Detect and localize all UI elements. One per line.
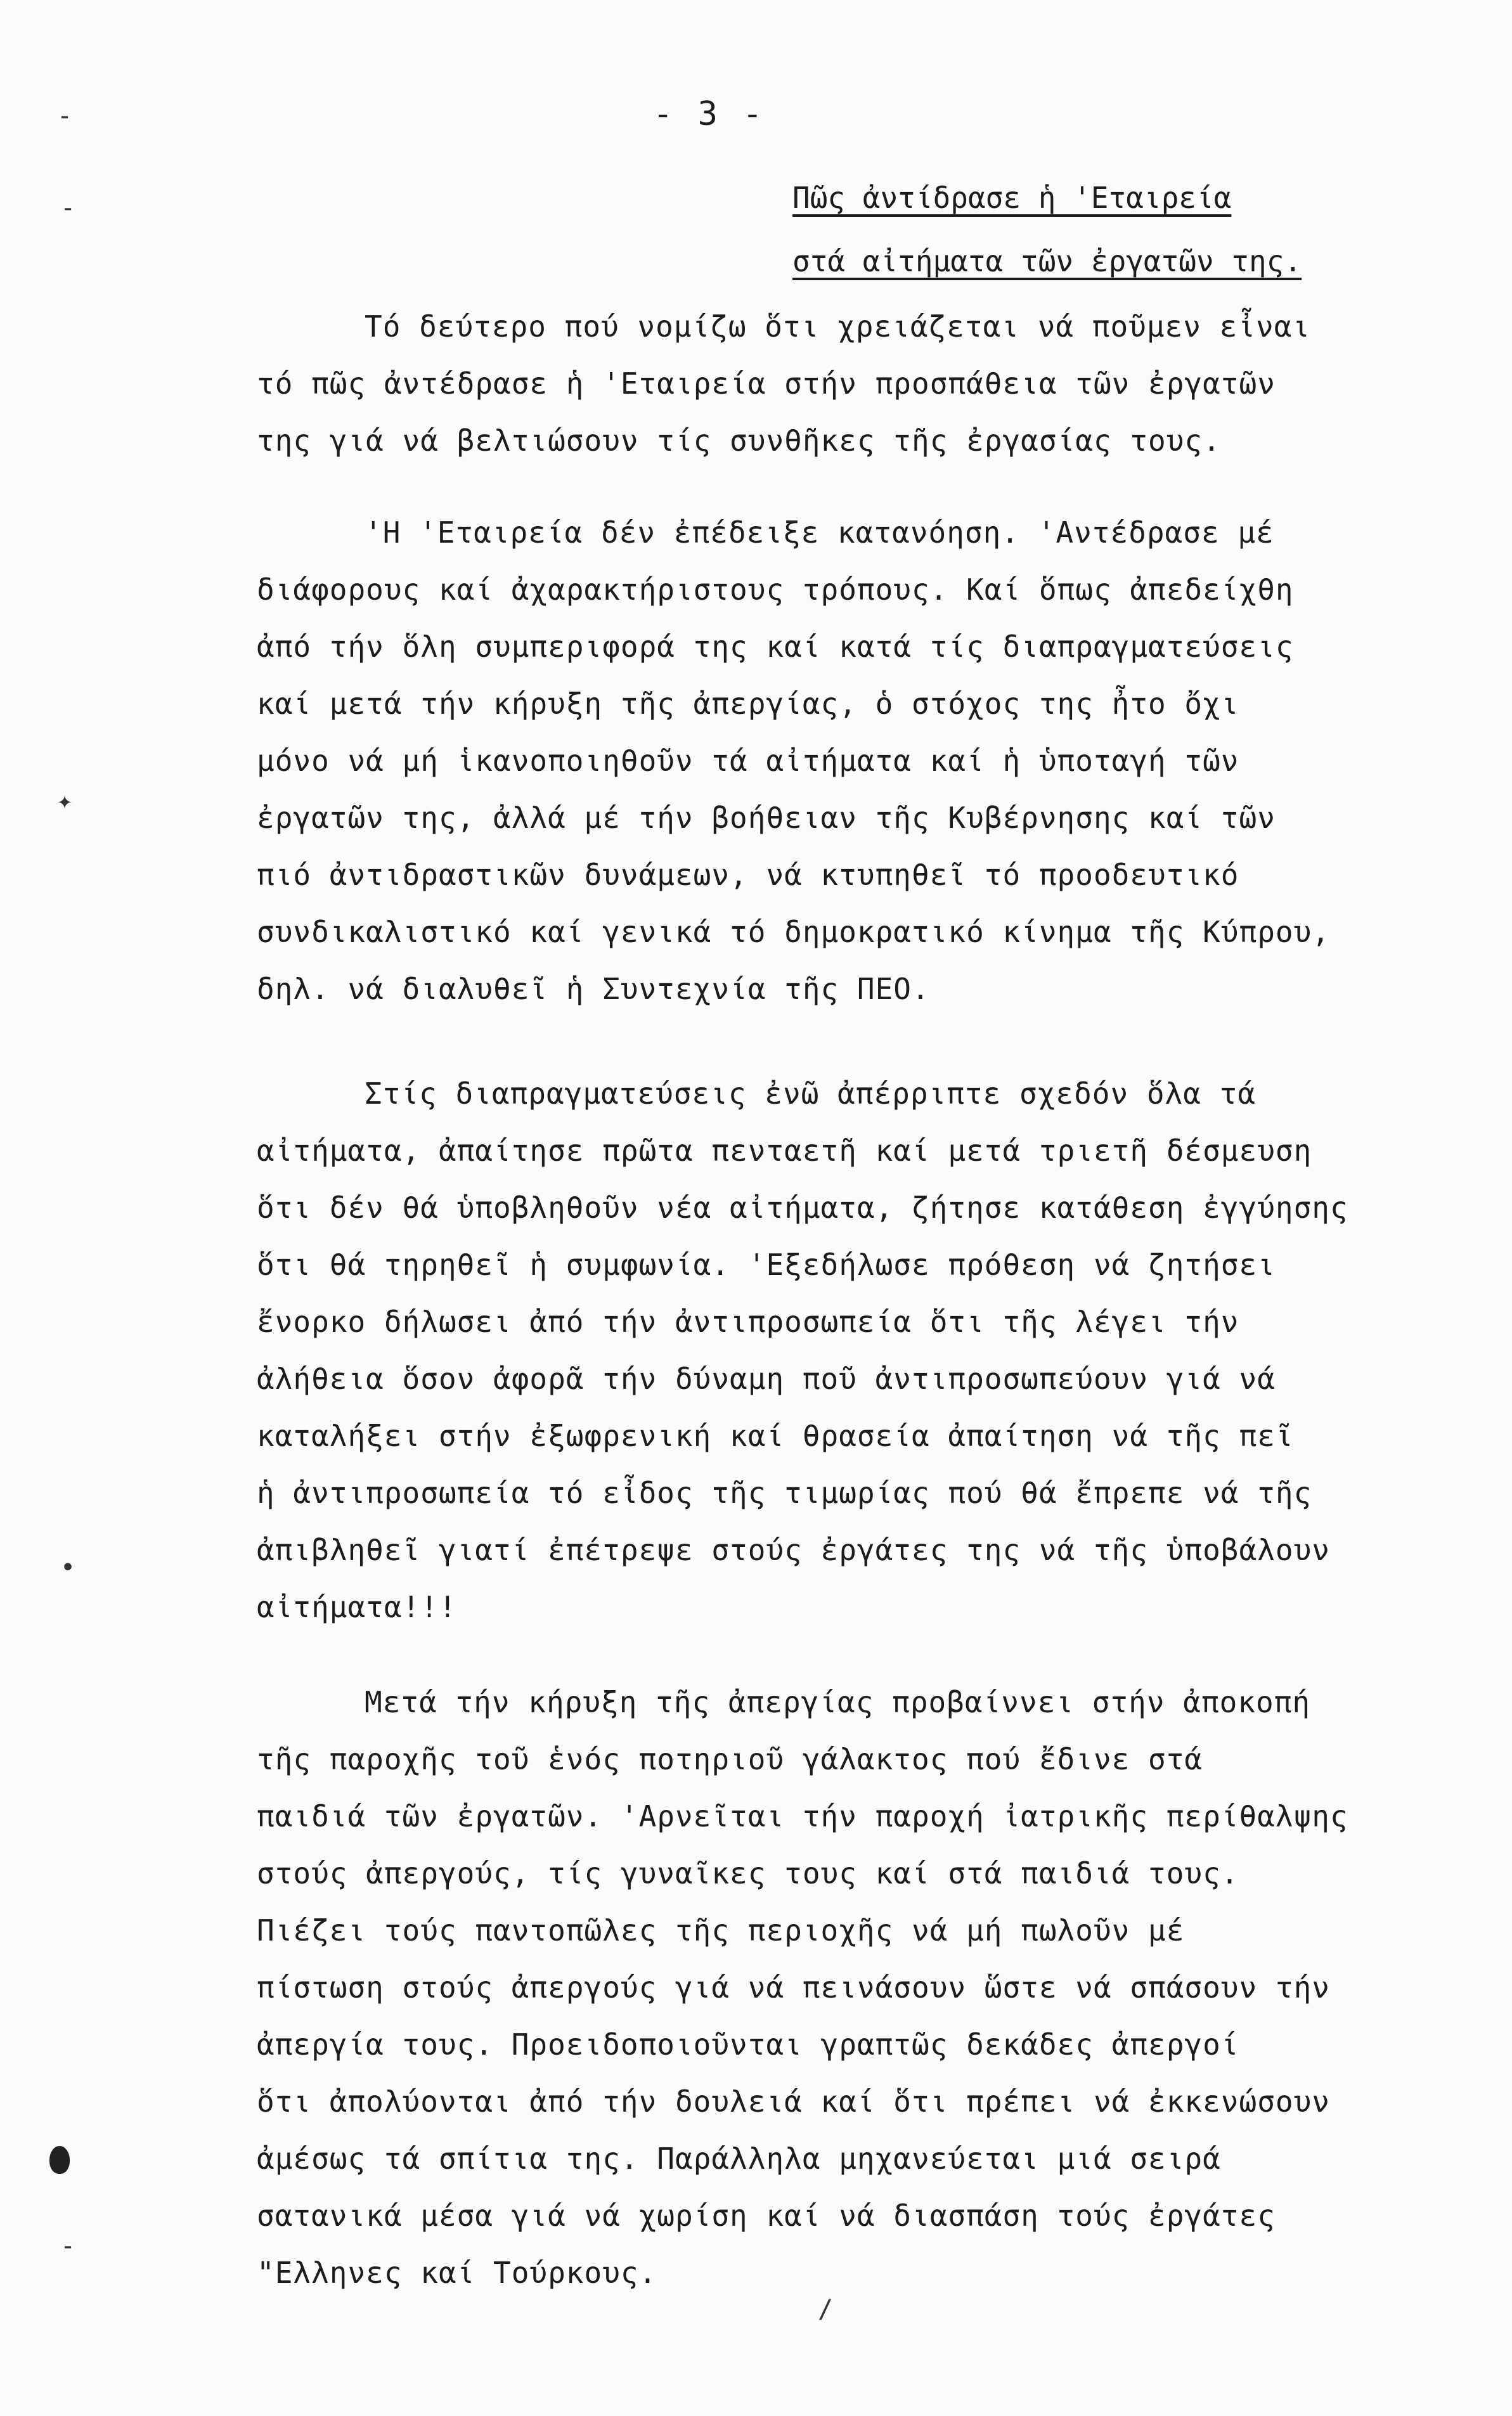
text-line: "Ελληνες καί Τούρκους. [257, 2256, 657, 2290]
text-line: πιό ἀντιδραστικῶν δυνάμεων, νά κτυπηθεῖ τό προοδευτικό [257, 858, 1239, 892]
text-line: ὅτι θά τηρηθεῖ ἡ συμφωνία. 'Εξεδήλωσε πρόθεση νά ζητήσει [257, 1248, 1276, 1282]
margin-mark: - [60, 2232, 76, 2261]
margin-ink-blot [49, 2146, 70, 2174]
text-line: ὅτι δέν θά ὑποβληθοῦν νέα αἰτήματα, ζήτησε κατάθεση ἐγγύησης [257, 1191, 1348, 1225]
text-line: παιδιά τῶν ἐργατῶν. 'Αρνεῖται τήν παροχή ἰατρικῆς περίθαλψης [257, 1799, 1348, 1833]
text-line: Μετά τήν κήρυξη τῆς ἀπεργίας προβαίννει στήν ἀποκοπή [365, 1685, 1311, 1719]
text-line: Στίς διαπραγματεύσεις ἐνῶ ἀπέρριπτε σχεδόν ὅλα τά [365, 1076, 1257, 1111]
text-line: ἀπό τήν ὅλη συμπεριφορά της καί κατά τίς διαπραγματεύσεις [257, 630, 1294, 664]
text-line: μόνο νά μή ἱκανοποιηθοῦν τά αἰτήματα καί ἡ ὑποταγή τῶν [257, 744, 1239, 778]
paragraph-3 [257, 1065, 1398, 1636]
paragraph-4 [257, 1674, 1398, 2301]
page-number: - 3 - [653, 95, 765, 133]
margin-mark: - [57, 101, 73, 131]
text-line: ἀπεργία τους. Προειδοποιοῦνται γραπτῶς δεκάδες ἀπεργοί [257, 2027, 1239, 2062]
paragraph-1 [257, 298, 1398, 469]
text-line: τῆς παροχῆς τοῦ ἑνός ποτηριοῦ γάλακτος πού ἔδινε στά [257, 1742, 1203, 1776]
text-line: καταλήξει στήν ἐξωφρενική καί θρασεία ἀπαίτηση νά τῆς πεῖ [257, 1419, 1294, 1453]
text-line: καί μετά τήν κήρυξη τῆς ἀπεργίας, ὁ στόχος της ἦτο ὄχι [257, 687, 1239, 721]
text-line: της γιά νά βελτιώσουν τίς συνθῆκες τῆς ἐργασίας τους. [257, 423, 1221, 458]
text-line: ἀπιβληθεῖ γιατί ἐπέτρεψε στούς ἐργάτες της νά τῆς ὑποβάλουν [257, 1533, 1330, 1567]
margin-mark: - [60, 193, 76, 223]
section-heading-line-1: Πῶς ἀντίδρασε ἡ 'Εταιρεία [792, 181, 1232, 215]
text-line: ἔνορκο δήλωσει ἀπό τήν ἀντιπροσωπεία ὅτι τῆς λέγει τήν [257, 1305, 1239, 1339]
text-line: δηλ. νά διαλυθεῖ ἡ Συντεχνία τῆς ΠΕΟ. [257, 972, 930, 1006]
text-line: πίστωση στούς ἀπεργούς γιά νά πεινάσουν ὥστε νά σπάσουν τήν [257, 1970, 1330, 2005]
text-line: συνδικαλιστικό καί γενικά τό δημοκρατικό κίνημα τῆς Κύπρου, [257, 915, 1330, 949]
text-line: ἐργατῶν της, ἀλλά μέ τήν βοήθειαν τῆς Κυβέρνησης καί τῶν [257, 801, 1276, 835]
text-line: σατανικά μέσα γιά νά χωρίση καί νά διασπάση τούς ἐργάτες [257, 2199, 1276, 2233]
paragraph-2 [257, 504, 1398, 1017]
text-line: ἀμέσως τά σπίτια της. Παράλληλα μηχανεύεται μιά σειρά [257, 2141, 1221, 2176]
text-line: στούς ἀπεργούς, τίς γυναῖκες τους καί στά παιδιά τους. [257, 1856, 1239, 1890]
margin-mark: ✦ [57, 786, 73, 815]
margin-mark: • [60, 1553, 76, 1582]
text-line: αἰτήματα, ἀπαίτησε πρῶτα πενταετῆ καί μετά τριετῆ δέσμευση [257, 1134, 1312, 1168]
text-line: τό πῶς ἀντέδρασε ἡ 'Εταιρεία στήν προσπάθεια τῶν ἐργατῶν [257, 366, 1276, 401]
section-heading-line-2: στά αἰτήματα τῶν ἐργατῶν της. [792, 244, 1302, 278]
text-line: Πιέζει τούς παντοπῶλες τῆς περιοχῆς νά μή πωλοῦν μέ [257, 1913, 1185, 1948]
margin-mark: / [818, 2295, 834, 2324]
text-line: ἀλήθεια ὅσον ἀφορᾶ τήν δύναμη ποῦ ἀντιπροσωπεύουν γιά νά [257, 1362, 1276, 1396]
text-line: 'Η 'Εταιρεία δέν ἐπέδειξε κατανόηση. 'Αντέδρασε μέ [365, 515, 1274, 550]
text-line: διάφορους καί ἀχαρακτήριστους τρόπους. Καί ὅπως ἀπεδείχθη [257, 572, 1294, 607]
text-line: αἰτήματα!!! [257, 1590, 457, 1624]
text-line: Τό δεύτερο πού νομίζω ὅτι χρειάζεται νά ποῦμεν εἶναι [365, 309, 1311, 344]
text-line: ἡ ἀντιπροσωπεία τό εἶδος τῆς τιμωρίας πού θά ἔπρεπε νά τῆς [257, 1476, 1312, 1510]
text-line: ὅτι ἀπολύονται ἀπό τήν δουλειά καί ὅτι πρέπει νά ἐκκενώσουν [257, 2084, 1330, 2119]
